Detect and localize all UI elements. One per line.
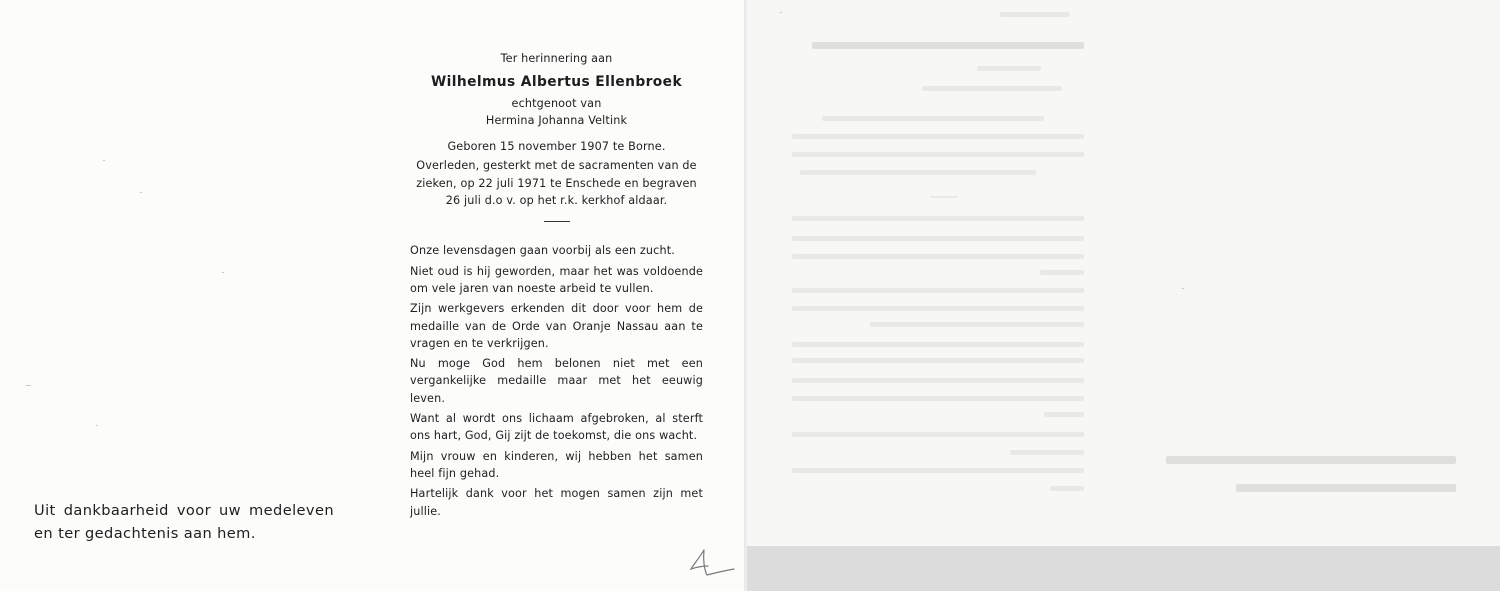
verse-paragraph: Nu moge God hem belonen niet met een vergankelijke medaille maar met het eeuwig leven. (410, 357, 703, 405)
thanks-line-1: Uit dankbaarheid voor uw medeleven (34, 502, 334, 519)
verse-paragraph: Want al wordt ons lichaam afgebroken, al sterft ons hart, God, Gij zijt de toekomst, die ons wacht. (410, 412, 703, 443)
verse-paragraph: Zijn werkgevers erkenden dit door voor hem de medaille van de Orde van Oranje Nassau aan te vragen en te verkrijgen. (410, 302, 703, 350)
spouse-name: Hermina Johanna Veltink (485, 113, 628, 127)
thanks-note (34, 499, 334, 545)
verse-paragraph: Hartelijk dank voor het mogen samen zijn met jullie. (410, 487, 703, 518)
deceased-name: Wilhelmus Albertus Ellenbroek (430, 74, 683, 91)
scan-background (746, 546, 1500, 591)
divider (544, 221, 570, 222)
birth-line: Geboren 15 november 1907 te Borne. (447, 140, 666, 154)
verse-paragraph: Mijn vrouw en kinderen, wij hebben het samen heel fijn gehad. (410, 449, 703, 480)
card-intro: Ter herinnering aan (500, 52, 613, 65)
death-paragraph: Overleden, gesterkt met de sacramenten van de zieken, op 22 juli 1971 te Enschede en begraven 26 juli d.o v. op het r.k. kerkhof aldaar. (416, 159, 697, 208)
handwritten-mark (688, 547, 738, 579)
relation-line: echtgenoot van (511, 96, 602, 110)
page-fold (744, 0, 747, 591)
thanks-line-2: en ter gedachtenis aan hem. (34, 525, 256, 542)
memorial-card-text (410, 50, 703, 523)
verse-paragraph: Niet oud is hij geworden, maar het was voldoende om vele jaren van noeste arbeid te vullen. (410, 264, 703, 295)
back-page (746, 0, 1500, 546)
verse-paragraph: Onze levensdagen gaan voorbij als een zucht. (410, 244, 675, 258)
